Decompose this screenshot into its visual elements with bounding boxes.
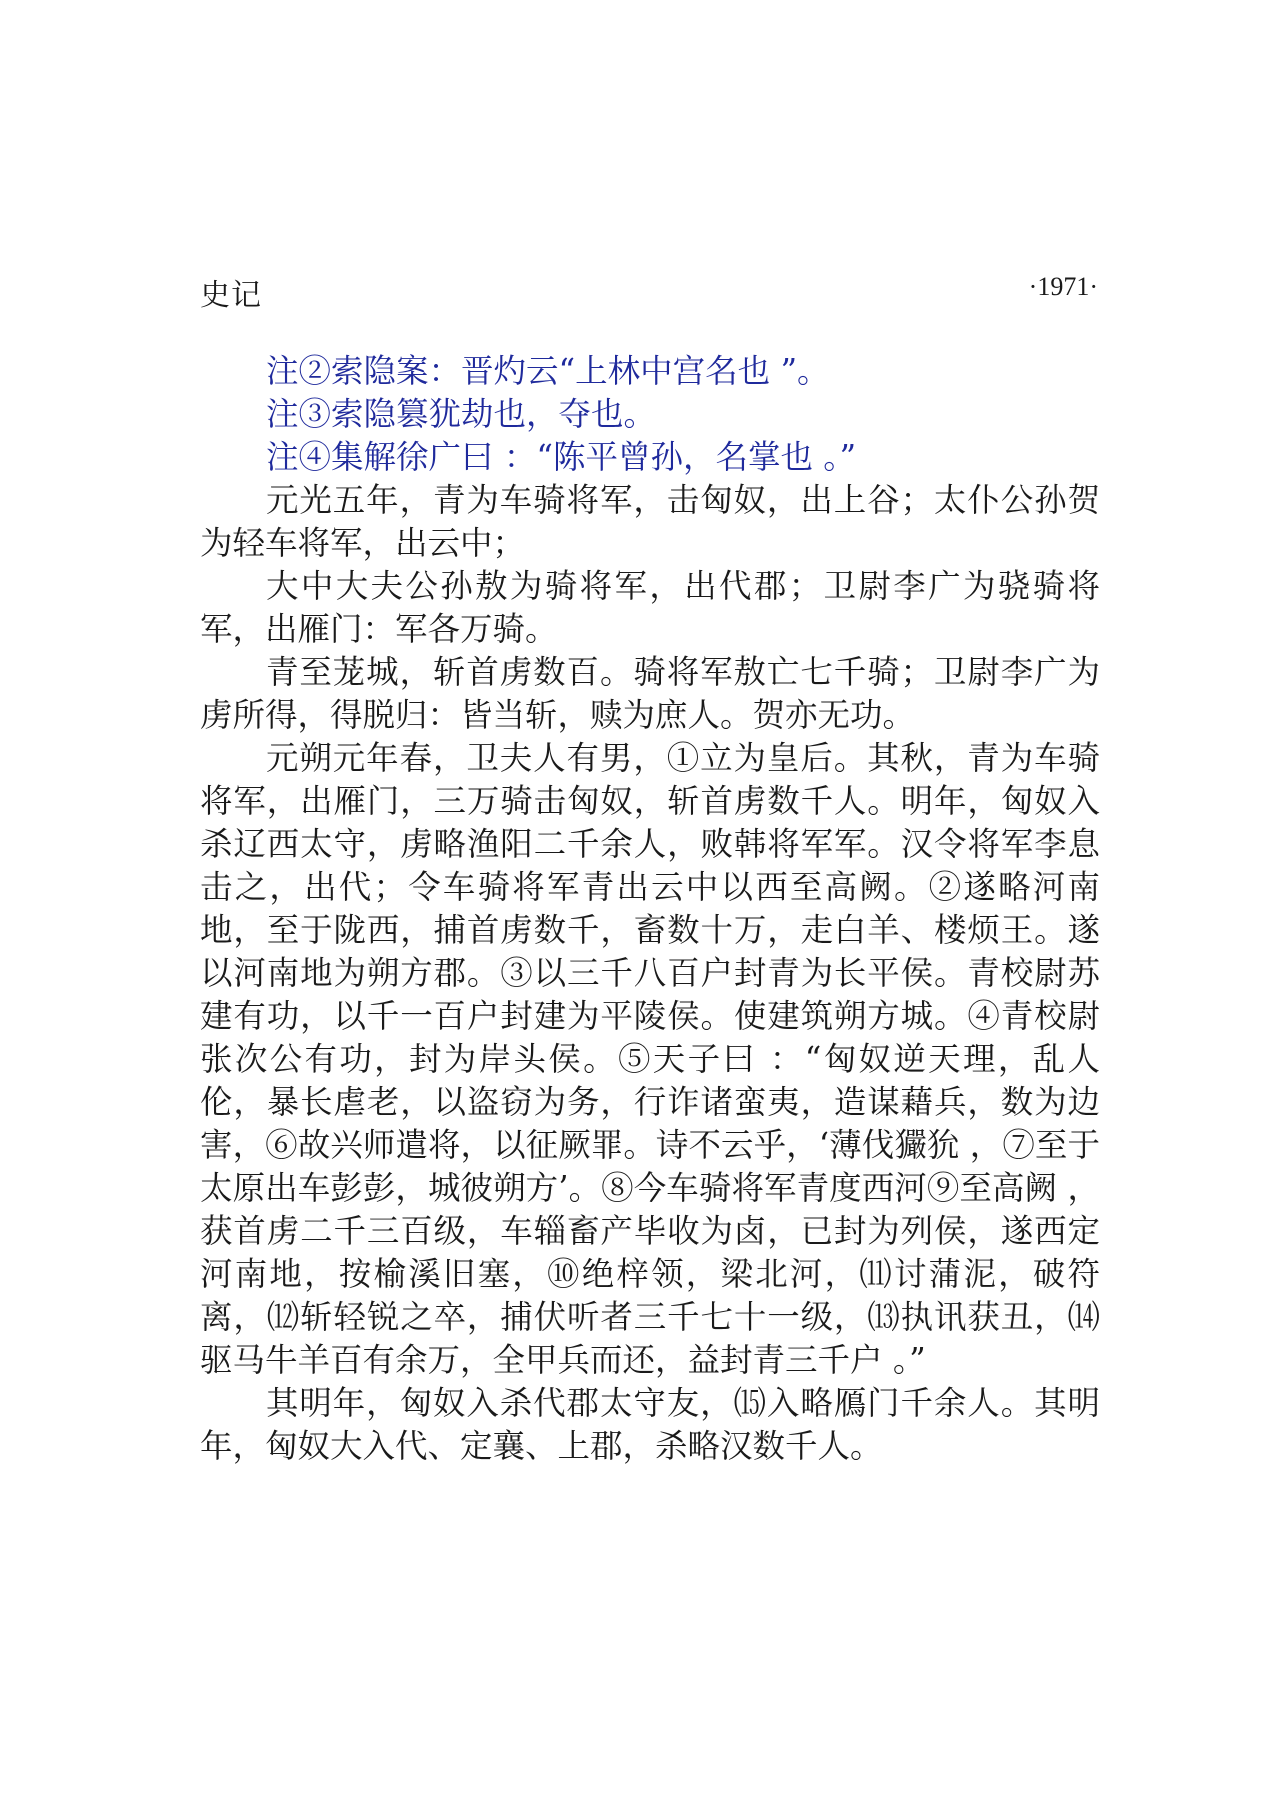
text-paragraph: 其明年，匈奴入杀代郡太守友，⒂入略鴈门千余人。其明年，匈奴大入代、定襄、上郡，杀略汉数千人。 xyxy=(200,1384,1100,1465)
page-number: ·1971· xyxy=(1028,272,1098,301)
text-paragraph: 大中大夫公孙敖为骑将军，出代郡；卫尉李广为骁骑将军，出雁门：军各万骑。 xyxy=(200,567,1100,648)
annotation-note: 注④集解徐广曰 ：“陈平曾孙，名掌也 。” xyxy=(266,438,857,476)
book-title: 史记 xyxy=(200,278,262,313)
annotation-note: 注②索隐案：晋灼云“上林中宫名也 ”。 xyxy=(266,352,830,390)
text-paragraph: 青至茏城，斩首虏数百。骑将军敖亡七千骑；卫尉李广为虏所得，得脱归：皆当斩，赎为庶人。贺亦无功。 xyxy=(200,653,1100,734)
page-body xyxy=(200,350,1100,1468)
text-paragraph: 元朔元年春，卫夫人有男，①立为皇后。其秋，青为车骑将军，出雁门，三万骑击匈奴，斩首虏数千人。明年，匈奴入杀辽西太守，虏略渔阳二千余人，败韩将军军。汉令将军李息击之，出代；令车骑将军青出云中以西至高阙。②遂略河南地，至于陇西，捕首虏数千，畜数十万，走白羊、楼烦王。遂以河南地为朔方郡。③以三千八百户封青为长平侯。青校尉苏建有功，以千一百户封建为平陵侯。使建筑朔方城。④青校尉张次公有功，封为岸头侯。⑤天子曰 ：“匈奴逆天理，乱人伦，暴长虐老，以盗窃为务，行诈诸蛮夷，造谋藉兵，数为边害，⑥故兴师遣将，以征厥罪。诗不云乎，‘薄伐玁狁 ，⑦至于太原出车彭彭，城彼朔方’。⑧今车骑将军青度西河⑨至高阙 ，获首虏二千三百级，车辎畜产毕收为卤，已封为列侯，遂西定河南地，按榆溪旧塞，⑩绝梓领，梁北河，⑾讨蒲泥，破符离，⑿斩轻锐之卒，捕伏听者三千七十一级，⒀执讯获丑，⒁驱马牛羊百有余万，全甲兵而还，益封青三千户 。” xyxy=(200,739,1100,1379)
annotation-note: 注③索隐篡犹劫也，夺也。 xyxy=(266,395,657,433)
page-header xyxy=(200,270,1098,314)
text-paragraph: 元光五年，青为车骑将军，击匈奴，出上谷；太仆公孙贺为轻车将军，出云中； xyxy=(200,481,1100,562)
